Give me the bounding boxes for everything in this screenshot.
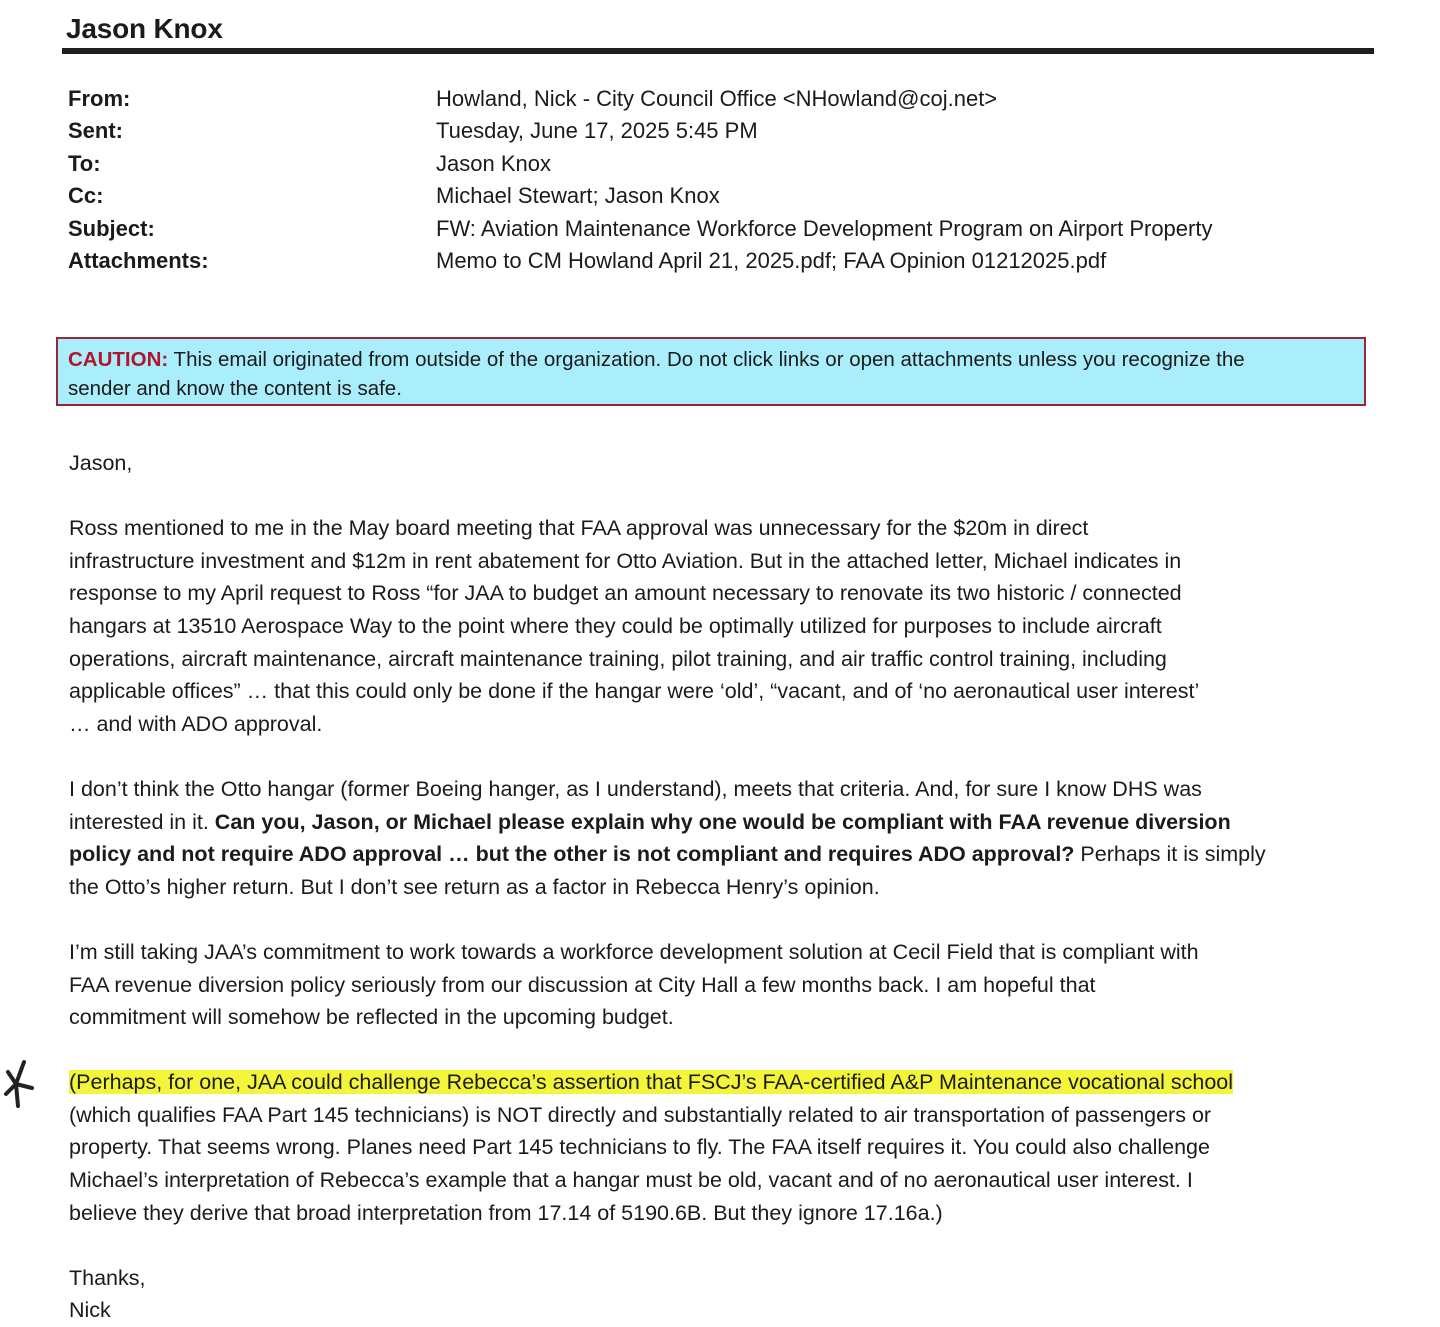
paragraph-line: hangars at 13510 Aerospace Way to the point where they could be optimally utilized for purposes to include aircraft	[69, 613, 1162, 638]
caution-label: CAUTION:	[68, 348, 169, 371]
paragraph-line: (which qualifies FAA Part 145 technicians) is NOT directly and substantially related to air transportation of passengers or	[69, 1102, 1212, 1127]
subject-value: FW: Aviation Maintenance Workforce Development Program on Airport Property	[436, 215, 1213, 241]
paragraph-line	[69, 838, 1379, 871]
bold-question: policy and not require ADO approval … but the other is not compliant and requires ADO approval?	[69, 842, 1075, 867]
cc-value: Michael Stewart; Jason Knox	[436, 183, 720, 209]
paragraph-line: operations, aircraft maintenance, aircraft maintenance training, pilot training, and air traffic control training, including	[69, 646, 1167, 671]
email-body	[69, 447, 1379, 1327]
subject-label: Subject:	[68, 215, 155, 241]
to-label: To:	[68, 150, 101, 176]
paragraph-line: … and with ADO approval.	[69, 711, 323, 736]
paragraph-line: applicable offices” … that this could only be done if the hangar were ‘old’, “vacant, and of ‘no aeronautical user interest’	[69, 679, 1200, 704]
attachments-label: Attachments:	[68, 247, 209, 273]
handwritten-asterisk-mark	[2, 1058, 42, 1110]
sent-label: Sent:	[68, 118, 123, 144]
paragraph-line	[69, 806, 1379, 839]
paragraph-line: property. That seems wrong. Planes need Part 145 technicians to fly. The FAA itself requires it. You could also challenge	[69, 1135, 1210, 1160]
paragraph-line: I don’t think the Otto hangar (former Boeing hanger, as I understand), meets that criteria. And, for sure I know DHS was	[69, 776, 1202, 801]
plain-text: Perhaps it is simply	[1074, 842, 1266, 867]
header-divider	[62, 48, 1374, 54]
external-email-caution-banner	[56, 337, 1366, 406]
paragraph-line: Ross mentioned to me in the May board meeting that FAA approval was unnecessary for the $20m in direct	[69, 516, 1089, 541]
cc-label: Cc:	[68, 183, 104, 209]
paragraph-2	[69, 773, 1379, 903]
paragraph-line: Michael’s interpretation of Rebecca’s example that a hangar must be old, vacant and of no aeronautical user interest. I	[69, 1168, 1193, 1193]
bold-question: Can you, Jason, or Michael please explain why one would be compliant with FAA revenue diversion	[214, 809, 1231, 834]
from-label: From:	[68, 86, 131, 111]
closing: Thanks,	[69, 1265, 146, 1290]
from-value: Howland, Nick - City Council Office <NHowland@coj.net>	[436, 86, 998, 111]
paragraph-line: the Otto’s higher return. But I don’t see return as a factor in Rebecca Henry’s opinion.	[69, 874, 880, 899]
highlighted-text: (Perhaps, for one, JAA could challenge Rebecca’s assertion that FSCJ’s FAA-certified A&P Maintenance vocational school	[69, 1070, 1234, 1095]
signature: Nick	[69, 1298, 111, 1323]
caution-line-2: sender and know the content is safe.	[68, 377, 402, 400]
paragraph-1	[69, 512, 1379, 740]
paragraph-line: I’m still taking JAA’s commitment to work towards a workforce development solution at Cecil Field that is compliant with	[69, 939, 1199, 964]
paragraph-line: commitment will somehow be reflected in the upcoming budget.	[69, 1005, 674, 1030]
paragraph-line: infrastructure investment and $12m in rent abatement for Otto Aviation. But in the attached letter, Michael indicates in	[69, 548, 1182, 573]
paragraph-line	[69, 1066, 1379, 1099]
greeting: Jason,	[69, 451, 133, 475]
plain-text: interested in it.	[69, 809, 215, 834]
paragraph-line: FAA revenue diversion policy seriously from our discussion at City Hall a few months back. I am hopeful that	[69, 972, 1096, 997]
paragraph-4	[69, 1066, 1379, 1229]
attachments-value: Memo to CM Howland April 21, 2025.pdf; FAA Opinion 01212025.pdf	[436, 247, 1107, 273]
paragraph-3	[69, 936, 1379, 1034]
caution-text: This email originated from outside of the organization. Do not click links or open attachments unless you recognize the	[168, 348, 1245, 371]
paragraph-line: response to my April request to Ross “for JAA to budget an amount necessary to renovate its two historic / connected	[69, 581, 1182, 606]
document-owner-name: Jason Knox	[66, 13, 223, 44]
sent-value: Tuesday, June 17, 2025 5:45 PM	[436, 118, 758, 144]
paragraph-line: believe they derive that broad interpretation from 17.14 of 5190.6B. But they ignore 17.16a.)	[69, 1200, 943, 1225]
caution-line-1	[68, 345, 1354, 374]
to-value: Jason Knox	[436, 150, 551, 176]
